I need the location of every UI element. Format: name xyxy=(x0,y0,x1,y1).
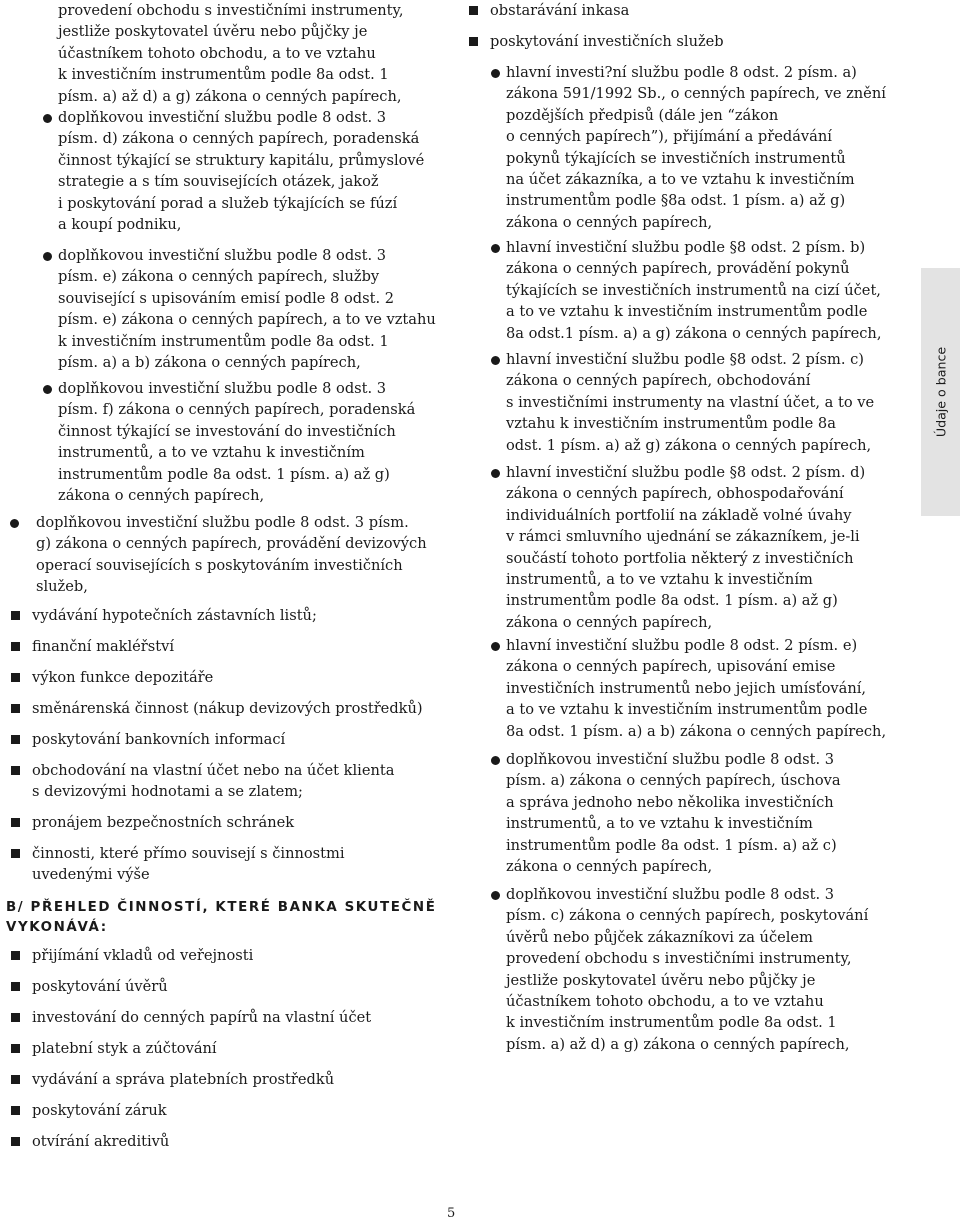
list-item: činnosti, které přímo souvisejí s činnostmi uvedenými výše xyxy=(0,843,472,886)
list-item: hlavní investiční službu podle §8 odst. 2 písm. b) zákona o cenných papírech, provádění pokynů týkajících se investičních instrumentů na cizí účet, a to ve vztahu k investičním instrumentům podle 8a odst.1 písm. a) a g) zákona o cenných papírech, xyxy=(480,237,926,344)
list-item: obchodování na vlastní účet nebo na účet klienta s devizovými hodnotami a se zlatem; xyxy=(0,760,472,803)
list-item: poskytování úvěrů xyxy=(0,976,472,997)
list-item: platební styk a zúčtování xyxy=(0,1038,472,1059)
list-item: otvírání akreditivů xyxy=(0,1131,472,1152)
list-item: doplňkovou investiční službu podle 8 odst. 3 písm. e) zákona o cenných papírech, služby související s upisováním emisí podle 8 odst. 2 písm. e) zákona o cenných papírech, a to ve vztahu k investičním instrumentům podle 8a odst. 1 písm. a) a b) zákona o cenných papírech, xyxy=(32,245,468,373)
list-item: vydávání a správa platebních prostředků xyxy=(0,1069,472,1090)
list-item: doplňkovou investiční službu podle 8 odst. 3 písm. c) zákona o cenných papírech, poskytování úvěrů nebo půjček zákazníkovi za účelem provedení obchodu s investičními instrumenty, jestliže poskytovatel úvěru nebo půjčky je účastníkem tohoto obchodu, a to ve vztahu k investičním instrumentům podle 8a odst. 1 písm. a) až d) a g) zákona o cenných papírech, xyxy=(480,884,926,1055)
list-item: doplňkovou investiční službu podle 8 odst. 3 písm. a) zákona o cenných papírech, úschova a správa jednoho nebo několika investičních instrumentů, a to ve vztahu k investičním instrumentům podle 8a odst. 1 písm. a) až c) zákona o cenných papírech, xyxy=(480,749,926,877)
list-item: směnárenská činnost (nákup devizových prostředků) xyxy=(0,698,472,719)
side-tab[interactable] xyxy=(921,268,960,516)
continuation-paragraph: provedení obchodu s investičními instrumenty, jestliže poskytovatel úvěru nebo půjčky je účastníkem tohoto obchodu, a to ve vztahu k investičním instrumentům podle 8a odst. 1 písm. a) až d) a g) zákona o cenných papírech, xyxy=(58,2,404,105)
list-item: vydávání hypotečních zástavních listů; xyxy=(0,605,472,626)
list-item: poskytování investičních služeb xyxy=(456,31,920,52)
list-item: poskytování bankovních informací xyxy=(0,729,472,750)
list-item: hlavní investi?ní službu podle 8 odst. 2 písm. a) zákona 591/1992 Sb., o cenných papírech, ve znění pozdějších předpisů (dále jen “zákon o cenných papírech”), přijímání a předávání pokynů týkajících se investičních instrumentů na účet zákazníka, a to ve vztahu k investičním instrumentům podle §8a odst. 1 písm. a) až g) zákona o cenných papírech, xyxy=(480,62,926,233)
list-item: přijímání vkladů od veřejnosti xyxy=(0,945,472,966)
list-item: doplňkovou investiční službu podle 8 odst. 3 písm. g) zákona o cenných papírech, provádění devizových operací souvisejících s poskytováním investičních služeb, xyxy=(10,512,466,598)
page-number: 5 xyxy=(447,1206,456,1221)
list-item: poskytování záruk xyxy=(0,1100,472,1121)
list-item: pronájem bezpečnostních schránek xyxy=(0,812,472,833)
list-item: obstarávání inkasa xyxy=(456,0,920,21)
list-item: investování do cenných papírů na vlastní účet xyxy=(0,1007,472,1028)
list-item: hlavní investiční službu podle §8 odst. 2 písm. c) zákona o cenných papírech, obchodování s investičními instrumenty na vlastní účet, a to ve vztahu k investičním instrumentům podle 8a odst. 1 písm. a) až g) zákona o cenných papírech, xyxy=(480,349,926,456)
list-item: výkon funkce depozitáře xyxy=(0,667,472,688)
list-item: doplňkovou investiční službu podle 8 odst. 3 písm. f) zákona o cenných papírech, poradenská činnost týkající se investování do investičních instrumentů, a to ve vztahu k investičním instrumentům podle 8a odst. 1 písm. a) až g) zákona o cenných papírech, xyxy=(32,378,468,506)
list-item: hlavní investiční službu podle §8 odst. 2 písm. d) zákona o cenných papírech, obhospodařování individuálních portfolií na základě volné úvahy v rámci smluvního ujednání se zákazníkem, je-li součástí tohoto portfolia některý z investičních instrumentů, a to ve vztahu k investičním instrumentům podle 8a odst. 1 písm. a) až g) zákona o cenných papírech, xyxy=(480,462,926,633)
side-tab-label: Údaje o bance xyxy=(932,346,948,438)
list-item: hlavní investiční službu podle 8 odst. 2 písm. e) zákona o cenných papírech, upisování emise investičních instrumentů nebo jejich umísťování, a to ve vztahu k investičním instrumentům podle 8a odst. 1 písm. a) a b) zákona o cenných papírech, xyxy=(480,635,926,742)
list-item: finanční makléřství xyxy=(0,636,472,657)
section-heading: B/ PŘEHLED ČINNOSTÍ, KTERÉ BANKA SKUTEČNĚ VYKONÁVÁ: xyxy=(6,900,437,935)
list-item: doplňkovou investiční službu podle 8 odst. 3 písm. d) zákona o cenných papírech, poradenská činnost týkající se struktury kapitálu, průmyslové strategie a s tím souvisejících otázek, jakož i poskytování porad a služeb týkajících se fúzí a koupí podniku, xyxy=(32,107,468,235)
